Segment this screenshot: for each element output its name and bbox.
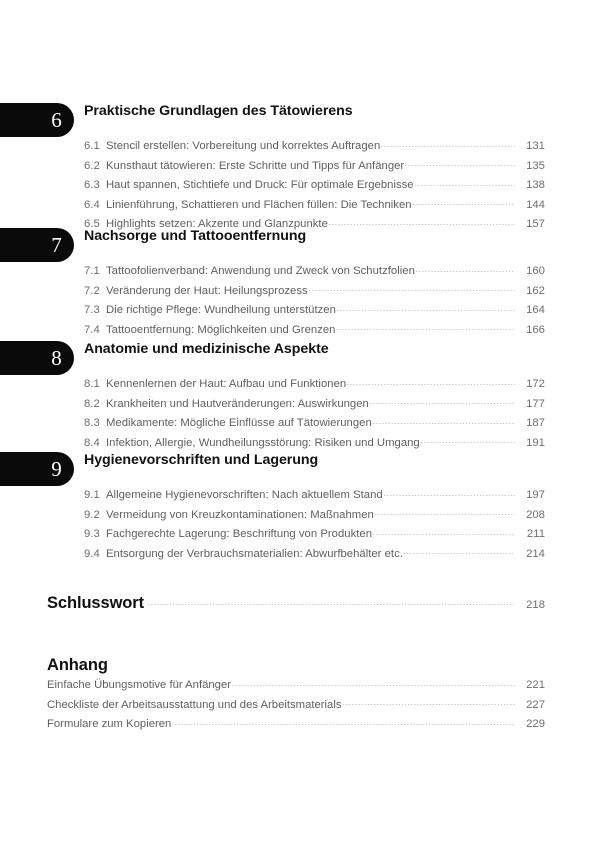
toc-entry[interactable] [47,679,545,699]
entry-title: Tattooentfernung: Möglichkeiten und Grenzen [106,323,336,336]
closing-page-number: 218 [526,599,545,611]
entry-page-number: 164 [526,304,545,317]
entry-page-number: 229 [526,718,545,731]
entry-number: 8.4 [84,436,100,449]
toc-entry[interactable] [84,528,545,548]
entry-page-number: 131 [526,140,545,152]
dot-leader [343,704,515,705]
toc-entry[interactable] [84,378,545,398]
entry-number: 7.3 [84,304,100,317]
chapter-header-6 [0,103,600,140]
dot-leader [337,310,515,311]
entry-page-number: 197 [526,489,545,501]
appendix-heading-row [47,656,545,675]
entry-number: 7.2 [84,284,100,297]
chapter-header-9 [0,452,600,489]
entry-title: Allgemeine Hygienevorschriften: Nach aktuellem Stand [106,489,383,501]
entry-number: 8.1 [84,378,100,390]
appendix-title: Anhang [47,656,108,674]
entry-page-number: 157 [526,218,545,231]
entry-page-number: 177 [526,397,545,410]
entry-page-number: 214 [526,547,545,560]
chapter-number-badge-9: 9 [0,452,74,486]
chapter-number-badge-7: 7 [0,228,74,262]
entry-title: Krankheiten und Hautveränderungen: Auswirkungen [106,397,369,410]
dot-leader [381,146,515,147]
entry-title: Formulare zum Kopieren [47,718,172,731]
dot-leader [413,204,515,205]
entry-page-number: 187 [526,417,545,430]
chapter-title-7: Nachsorge und Tattooentfernung [84,228,307,244]
dot-leader [329,224,515,225]
dot-leader [232,685,515,686]
dot-leader [373,534,515,535]
chapter-number-badge-6: 6 [0,103,74,137]
chapter-block-8 [0,341,600,456]
toc-entry[interactable] [47,699,545,719]
entry-number: 7.1 [84,265,100,277]
entry-page-number: 211 [526,528,545,541]
entry-page-number: 208 [526,508,545,521]
entry-number: 6.5 [84,218,100,231]
chapter-title-8: Anatomie und medizinische Aspekte [84,341,329,357]
dot-leader [370,403,515,404]
entry-page-number: 166 [526,323,545,336]
entry-title: Medikamente: Mögliche Einflüsse auf Tätowierungen [106,417,372,430]
chapter-block-6 [0,103,600,238]
entry-page-number: 138 [526,179,545,192]
entry-title: Veränderung der Haut: Heilungsprozess [106,284,308,297]
toc-entry[interactable] [84,199,545,219]
entry-page-number: 160 [526,265,545,277]
toc-entry[interactable] [84,160,545,180]
entry-number: 8.2 [84,397,100,410]
entry-page-number: 191 [526,436,545,449]
entry-title: Highlights setzen: Akzente und Glanzpunkte [106,218,328,231]
dot-leader [384,495,515,496]
chapter-number-badge-8: 8 [0,341,74,375]
entry-title: Kennenlernen der Haut: Aufbau und Funktionen [106,378,347,390]
dot-leader [148,604,514,605]
toc-entry[interactable] [84,509,545,529]
entry-page-number: 227 [526,698,545,711]
chapter-title-9: Hygienevorschriften und Lagerung [84,452,319,468]
entry-title: Tattoofolienverband: Anwendung und Zweck von Schutzfolien [106,265,415,277]
entry-number: 9.2 [84,508,100,521]
dot-leader [347,384,515,385]
chapter-title-6: Praktische Grundlagen des Tätowierens [84,103,353,119]
chapter-entries-9 [0,489,600,567]
entry-number: 6.2 [84,159,100,172]
toc-entry[interactable] [84,417,545,437]
chapter-block-9 [0,452,600,567]
entry-number: 6.3 [84,179,100,192]
chapter-entries-8 [0,378,600,456]
entry-title: Fachgerechte Lagerung: Beschriftung von Produkten [106,528,372,541]
toc-entry[interactable] [47,718,545,738]
chapter-header-7 [0,228,600,265]
entry-number: 6.4 [84,198,100,211]
dot-leader [375,514,515,515]
entry-page-number: 221 [526,679,545,691]
entry-page-number: 162 [526,284,545,297]
dot-leader [172,724,515,725]
entry-title: Vermeidung von Kreuzkontaminationen: Maßnahmen [106,508,374,521]
appendix-section [47,656,545,738]
entry-page-number: 135 [526,159,545,172]
entry-page-number: 144 [526,198,545,211]
toc-entry[interactable] [84,265,545,285]
dot-leader [421,442,515,443]
chapter-header-8 [0,341,600,378]
dot-leader [416,271,515,272]
chapter-entries-7 [0,265,600,343]
entry-title: Linienführung, Schattieren und Flächen füllen: Die Techniken [106,198,412,211]
closing-title: Schlusswort [47,594,145,612]
toc-entry[interactable] [84,140,545,160]
entry-number: 8.3 [84,417,100,430]
closing-section [47,594,545,613]
entry-number: 7.4 [84,323,100,336]
chapter-block-7 [0,228,600,343]
entry-title: Die richtige Pflege: Wundheilung unterstützen [106,304,336,317]
appendix-entries [47,679,545,738]
entry-number: 9.3 [84,528,100,541]
entry-number: 9.4 [84,547,100,560]
dot-leader [405,165,515,166]
dot-leader [309,290,515,291]
toc-entry[interactable] [84,285,545,305]
entry-number: 6.1 [84,140,100,152]
toc-entry[interactable] [84,179,545,199]
entry-title: Stencil erstellen: Vorbereitung und korrektes Auftragen [106,140,381,152]
dot-leader [336,329,515,330]
entry-title: Entsorgung der Verbrauchsmaterialien: Abwurfbehälter etc. [106,547,403,560]
entry-title: Haut spannen, Stichtiefe und Druck: Für optimale Ergebnisse [106,179,414,192]
entry-title: Checkliste der Arbeitsausstattung und des Arbeitsmaterials [47,698,342,711]
closing-row[interactable] [47,594,545,613]
entry-title: Einfache Übungsmotive für Anfänger [47,679,231,691]
toc-entry[interactable] [84,398,545,418]
toc-entry[interactable] [84,548,545,568]
toc-entry[interactable] [84,489,545,509]
entry-number: 9.1 [84,489,100,501]
dot-leader [404,553,515,554]
chapter-entries-6 [0,140,600,238]
entry-page-number: 172 [526,378,545,390]
dot-leader [373,423,515,424]
entry-title: Infektion, Allergie, Wundheilungsstörung: Risiken und Umgang [106,436,420,449]
dot-leader [415,185,515,186]
toc-entry[interactable] [84,304,545,324]
entry-title: Kunsthaut tätowieren: Erste Schritte und Tipps für Anfänger [106,159,405,172]
